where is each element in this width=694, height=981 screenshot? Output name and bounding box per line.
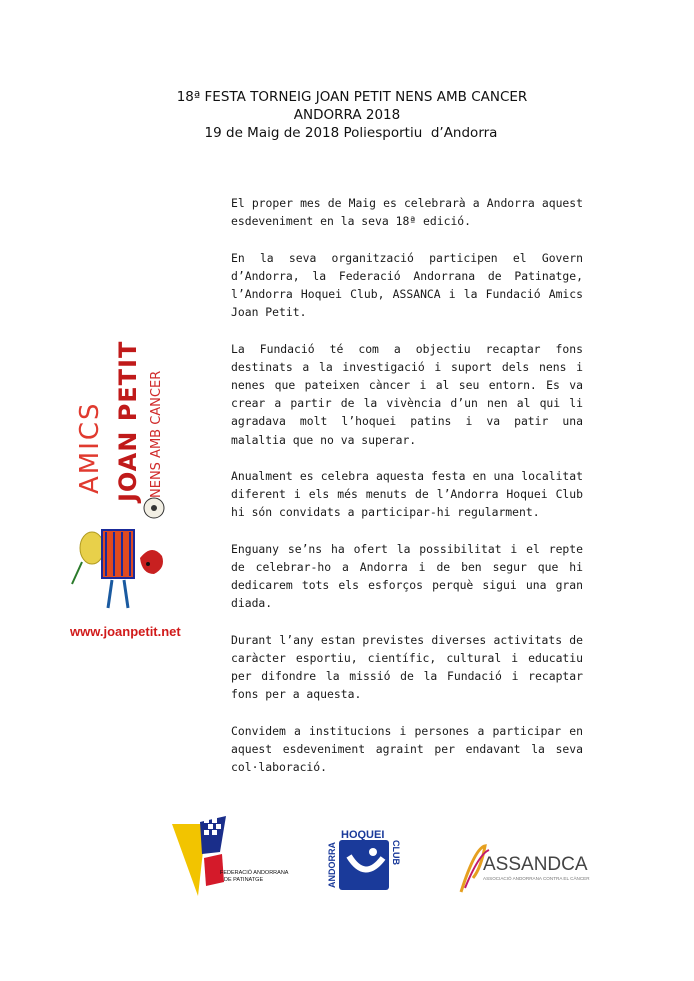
paragraph: En la seva organització participen el Govern d’Andorra, la Federació Andorrana de Patinatge, l’Andorra Hoquei Club, ASSANCA i la Fundació Amics Joan Petit. [231,250,583,320]
title-line-1: 18ª FESTA TORNEIG JOAN PETIT NENS AMB CANCER [176,89,528,105]
amics-joan-petit-logo [62,318,212,618]
logo-word-nens-amb-cancer: NENS AMB CANCER [149,370,164,498]
andorra-hoquei-club-logo [325,826,405,896]
logo-word-joan-petit: JOAN PETIT [114,340,142,502]
paragraph: Anualment es celebra aquesta festa en una localitat diferent i els més menuts de l’Andorra Hoquei Club hi són convidats a participar-hi regularment. [231,469,583,520]
hockey-club-text: CLUB [391,840,401,865]
title-line-2: ANDORRA 2018 [293,107,401,123]
title-line-3: 19 de Maig de 2018 Poliesportiu d’Andorra [204,125,498,141]
child-drawing-illustration [72,498,164,608]
paragraph: Convidem a institucions i persones a participar en aquest esdeveniment agraint per endavant la seva col·laboració. [231,723,583,775]
logo-word-amics: AMICS [75,401,105,494]
fap-text-line2: DE PATINATGE [224,877,264,883]
assandca-name-text: ASSANDCA [483,854,588,875]
paragraph: El proper mes de Maig es celebrarà a Andorra aquest esdeveniment en la seva 18ª edició. [231,196,583,229]
fap-text-line1: FEDERACIÓ ANDORRANA [220,870,289,876]
assandca-sub-text: ASSOCIACIÓ ANDORRANA CONTRA EL CÀNCER [483,876,590,881]
paragraph: La Fundació té com a objectiu recaptar fons destinats a la investigació i suport dels nens i nenes que pateixen càncer i al seu entorn. Es va crear a partir de la vivència d’un nen al qui li agradava molt l’hoquei patins i va patir una malaltia que no va superar. [231,341,583,447]
body-text [231,194,583,795]
paragraph: Durant l’any estan previstes diverses activitats de caràcter esportiu, científic, cultural i educatiu per difondre la missió de la Fundació i recaptar fons per a aquesta. [231,632,583,702]
assandca-logo [455,838,595,898]
joanpetit-website-link[interactable]: www.joanpetit.net [70,624,181,639]
hockey-top-text: HOQUEI [341,829,385,841]
hockey-side-text: ANDORRA [327,842,337,888]
document-title [0,88,694,142]
federacio-patinatge-logo [168,812,298,902]
paragraph: Enguany se’ns ha ofert la possibilitat i el repte de celebrar-ho a Andorra i de ben segur que hi dedicarem tots els esforços perquè sigui una gran diada. [231,541,583,611]
